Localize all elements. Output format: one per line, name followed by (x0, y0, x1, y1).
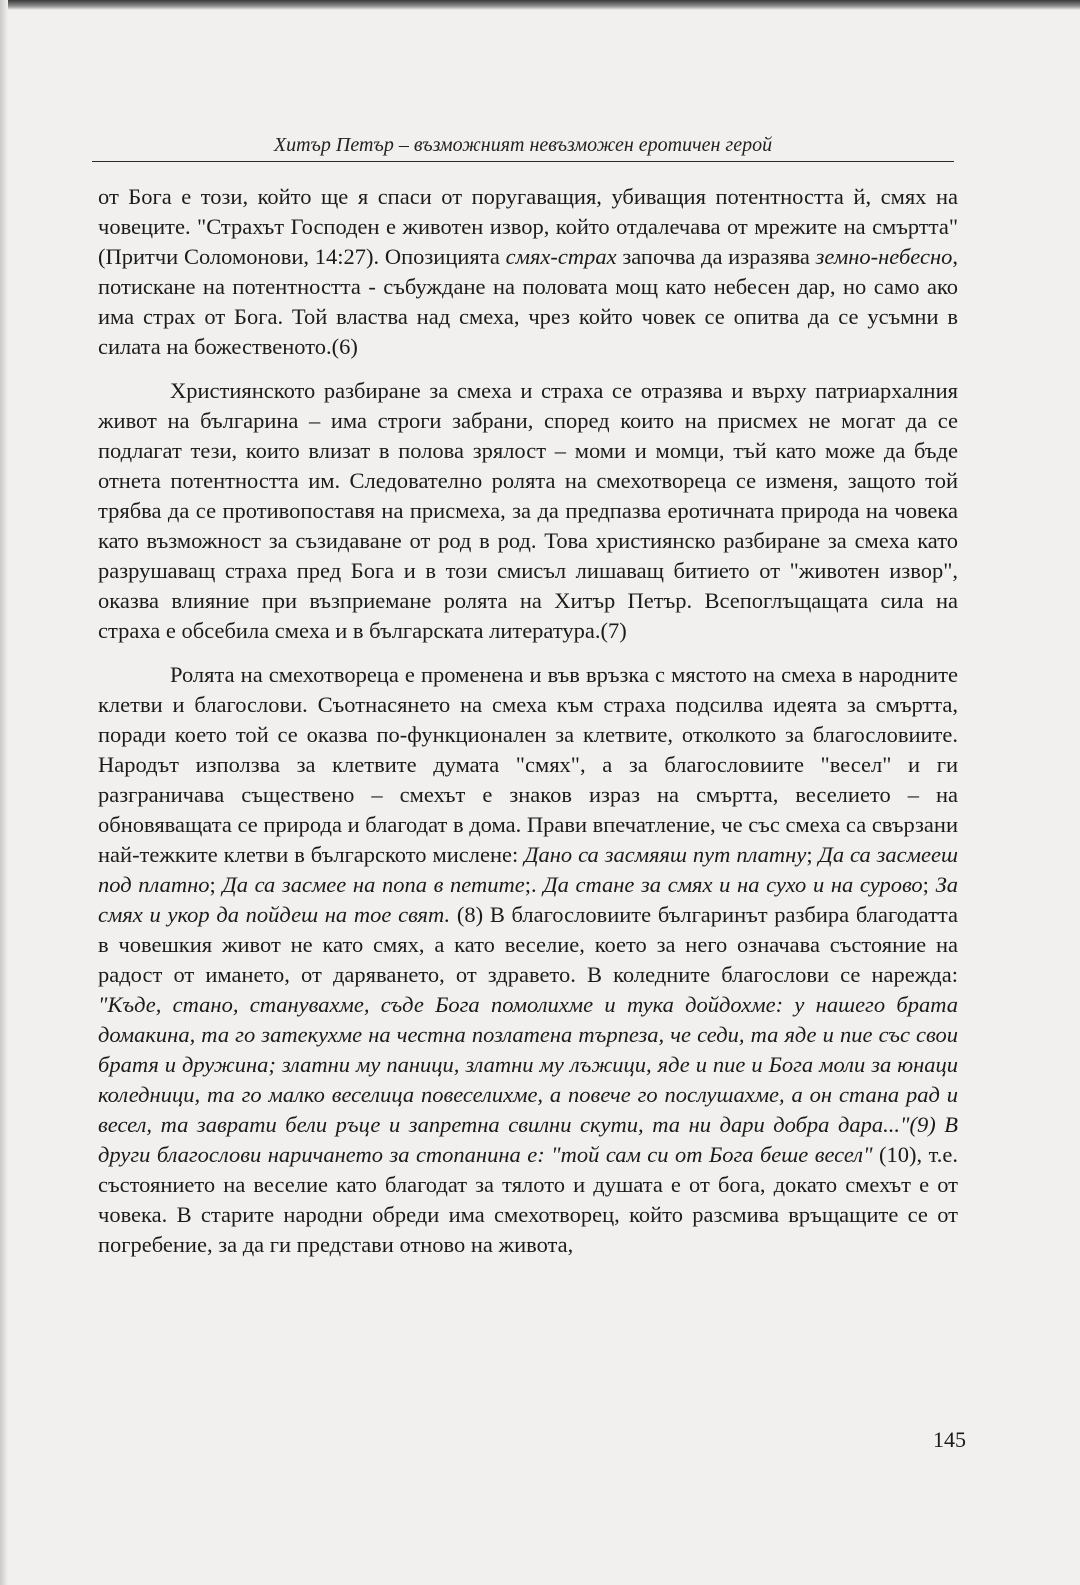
italic-curse: Да стане за смях и на сухо и на сурово (543, 872, 923, 897)
body-text (98, 182, 958, 1274)
text-segment: Ролята на смехотвореца е променена и във връзка с мястото на смеха в народните клетви и благослови. Съотнасянето на смеха към страха подсилва идеята за смъртта, поради което той се оказва по-функционален за клетвите, отколкото за благословиите. Народът използва за клетвите думата "смях", а за благословиите "весел" и ги разграничава съществено – смехът е знаков израз на смъртта, веселието – на обновяващата се природа и благодат в дома. Прави впечатление, че със смеха са свързани най-тежките клетви в българското мислене: (98, 662, 958, 867)
paragraph-1 (98, 182, 958, 362)
italic-curse: Дано са засмяяш пут платну (524, 842, 807, 867)
italic-term: земно-небесно (815, 244, 953, 269)
running-title: Хитър Петър – възможният невъзможен еротичен герой (273, 134, 773, 156)
italic-blessing-quote: "Къде, стано, станувахме, съде Бога помолихме и тука дойдохме: у нашего брата домакина, та го затекухме на честна позлатена търпеза, че седи, та яде и пие със свои братя и дружина; златни му паници, златни му лъжици, яде и пие и Бога моли за юнаци коледници, та го малко веселица повеселихме, а повече го послушахме, а он стана рад и весел, та заврати бели ръце и запретна свилни скути, та ни дари добра дара..."(9) В други благослови наричането за стопанина е: "той сам си от Бога беше весел" (98, 992, 958, 1167)
page-left-edge-shadow (0, 0, 8, 1585)
running-header (92, 131, 954, 162)
page-top-edge-shadow (0, 0, 1080, 10)
italic-term: смях-страх (505, 244, 617, 269)
text-segment: (10), т.е. състоянието на веселие като благодат за тялото и душата е от бога, докато смехът е от човека. В старите народни обреди има смехотворец, който разсмива връщащите се от погребение, за да ги представи отново на живота, (98, 1142, 958, 1257)
text-segment: ; (922, 872, 936, 897)
text-segment: ; (806, 842, 819, 867)
text-segment: (8) В благословиите българинът разбира благодатта в човешкия живот не като смях, а като веселие, което за него означава състояние на радост от имането, от даряването, от здравето. В коледните благослови се нарежда: (98, 902, 959, 987)
text-segment: ;. (524, 872, 544, 897)
italic-curse: Да са засмееш под платно (98, 842, 958, 897)
page-number: 145 (933, 1427, 966, 1452)
paragraph-2 (98, 376, 958, 646)
text-segment: от Бога е този, който ще я спаси от поругаващия, убиващия потентността й, смях на човеците. "Страхът Господен е животен извор, който отдалечава от мрежите на смъртта" (Притчи Соломонови, 14:27). Опозицията (98, 184, 958, 269)
italic-curse: Да са засмее на попа в петите (222, 872, 525, 897)
text-segment: , потискане на потентността - събуждане на половата мощ като небесен дар, но само ако има страх от Бога. Той властва над смеха, чрез който човек се опитва да се усъмни в силата на божественото.(6) (98, 244, 958, 359)
italic-curse: За смях и укор да пойдеш на тое свят. (98, 872, 958, 927)
paragraph-3 (98, 660, 958, 1260)
text-segment: Християнското разбиране за смеха и страха се отразява и върху патриархалния живот на българина – има строги забрани, според които на присмех не могат да се подлагат тези, които влизат в полова зрялост – моми и момци, тъй като може да бъде отнета потентността им. Следователно ролята на смехотвореца се изменя, защото той трябва да се противопоставя на присмеха, за да предпазва еротичната природа на човека като възможност за съзидаване от род в род. Това християнско разбиране за смеха като разрушаващ страха пред Бога и в този смисъл лишаващ битието от "животен извор", оказва влияние при възприемане ролята на Хитър Петър. Всепоглъщащата сила на страха е обсебила смеха и в българската литература.(7) (98, 378, 958, 643)
text-segment: ; (209, 872, 223, 897)
text-segment: започва да изразява (616, 244, 816, 269)
